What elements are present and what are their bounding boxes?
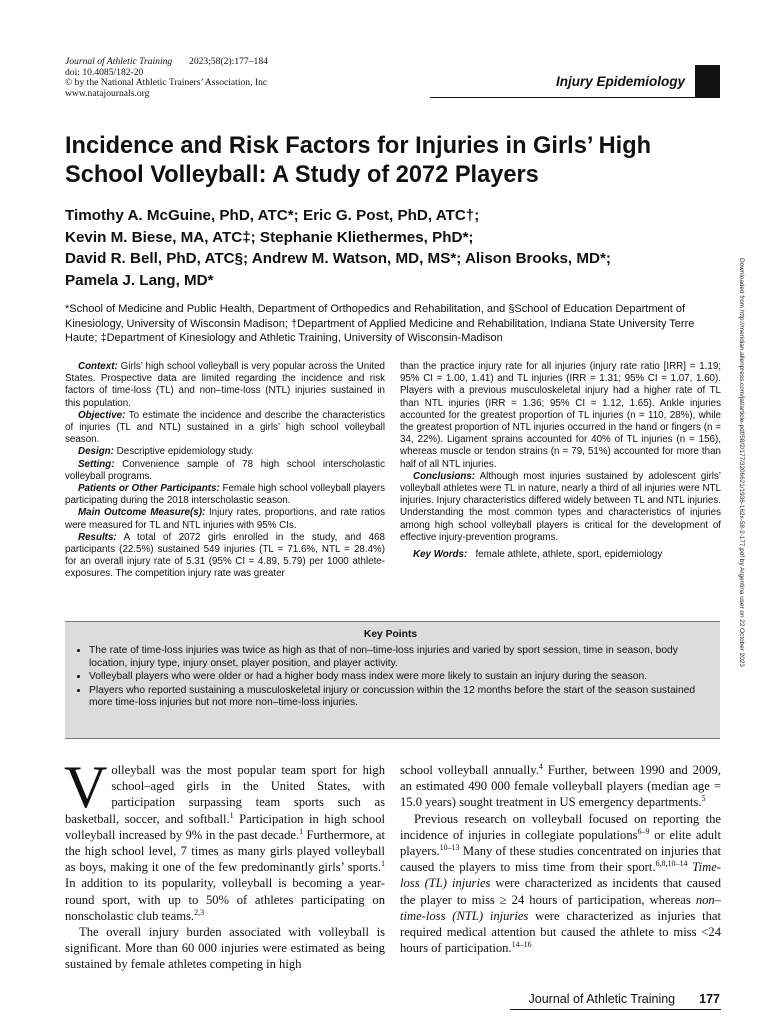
- abstract-setting: Setting: Convenience sample of 78 high school interscholastic volleyball programs.: [65, 458, 385, 482]
- key-point-item: • Players who reported sustaining a musculoskeletal injury or concussion within the 12 months before the start of the season sustained more time-loss injuries but not more non–time-loss injuries.: [89, 685, 706, 710]
- key-points-title: Key Points: [363, 629, 418, 640]
- page-number: 177: [699, 992, 720, 1006]
- author-line: Kevin M. Biese, MA, ATC‡; Stephanie Kliethermes, PhD*;: [65, 228, 474, 246]
- body-paragraph-2-continued: school volleyball annually.$^4$ Further, between 1990 and 2009, an estimated 490 000 female volleyball players (median age = 15.0 years) sought treatment in US emergency departments.$^5$: [400, 761, 721, 810]
- author-line: Pamela J. Lang, MD*: [65, 271, 214, 289]
- body-paragraph-3: Previous research on volleyball focused on reporting the incidence of injuries in collegiate populations$^{6-9}$ or elite adult players.$^{10-13}$ Many of these studies concentrated on injuries that caused the players to miss time from their sport.$^{6,8,10-14}$ Time-loss (TL) injuries were characterized as incidents that caused the player to miss ≥ 24 hours of participation, whereas non–time-loss (NTL) injuries were characterized as injuries that required medical attention but caused the athlete to miss <24 hours of participation.$^{14-16}$: [400, 811, 721, 956]
- drop-cap: V: [64, 754, 108, 820]
- key-point-item: • Volleyball players who were older or had a higher body mass index were more likely to sustain an injury during the season.: [89, 671, 706, 683]
- footer-journal: Journal of Athletic Training: [528, 992, 676, 1006]
- section-label: Injury Epidemiology: [555, 73, 685, 89]
- abstract-keywords: Key Words: female athlete, athlete, sport, epidemiology: [413, 549, 663, 561]
- body-paragraph-1: Volleyball was the most popular team sport for high school–aged girls in the United States, with participation surpassing team sports such as basketball, soccer, and softball.$^1$ Participation in high school volleyball increased by 9% in the past decade.$^1$ Furthermore, at the high school level, 7 times as many girls played volleyball as boys, making it one of the few predominantly girls’ sports.$^1$ In addition to its popularity, volleyball is becoming a year-round sport, with up to 50% of athletes participating on nonscholastic club teams.$^{2,3}$: [64, 754, 385, 923]
- abstract-conclusions: Conclusions: Although most injuries sustained by adolescent girls’ volleyball athletes were TL in nature, nearly a third of all injuries were NTL injuries. Injury characteristics differed widely between TL and NTL injuries. Understanding the most common types and characteristics of injuries among high school volleyball players is critical for the development of effective injury-prevention programs.: [400, 470, 721, 543]
- body-paragraph-2: The overall injury burden associated with volleyball is significant. More than 60 000 injuries were estimated as being sustained by female athletes competing in high: [65, 925, 385, 972]
- abstract-results-continued: than the practice injury rate for all injuries (injury rate ratio [IRR] = 1.19; 95% CI = 1.00, 1.41) and TL injuries (IRR = 1.31; 95% CI = 1.07, 1.60). Players with a previous musculoskeletal injury had a higher rate of TL than NTL injuries (IRR = 1.36; 95% CI = 1.12, 1.65). Ankle injuries accounted for the greatest proportion of TL injuries (n = 110, 28%), while the greatest proportion of NTL injuries occurred in the hand or fingers (n = 34, 22%). Ligament sprains accounted for 40% of TL injuries (n = 156), whereas muscle or tendon strains (n = 79, 51%) accounted for more than half of all NTL injuries.: [400, 361, 721, 470]
- website-link[interactable]: www.natajournals.org: [65, 87, 150, 99]
- abstract-context: Context: Girls’ high school volleyball is very popular across the United States. Prospective data are limited regarding the incidence and risk factors of time-loss (TL) and non–time-loss (NTL) injuries sustained in this population.: [65, 361, 385, 409]
- body-right-column: [400, 762, 721, 956]
- journal-name: Journal of Athletic Training: [65, 56, 173, 67]
- key-points-list: [75, 645, 706, 709]
- abstract-objective: Objective: To estimate the incidence and describe the characteristics of injuries (TL and NTL) sustained in a girls’ high school volleyball season.: [65, 409, 386, 446]
- abstract-right-column: [400, 361, 721, 561]
- journal-meta: [65, 57, 268, 99]
- doi: doi: 10.4085/182-20: [65, 66, 144, 78]
- section-rule: [430, 97, 720, 98]
- abstract-left-column: [65, 361, 385, 581]
- page-footer: [529, 992, 720, 1006]
- download-notice: Downloaded from http://meridian.allenpress.com/jat/article-pdf/58/2/177/3206621/1936-162x-58-2-177.pdf by Argentina user on 22 October 2023: [738, 258, 745, 667]
- citation: 2023;58(2):177–184: [189, 56, 268, 67]
- abstract-measures: Main Outcome Measure(s): Injury rates, proportions, and rate ratios were measured for TL and NTL injuries with 95% CIs.: [65, 507, 385, 531]
- abstract-participants: Patients or Other Participants: Female high school volleyball players participating during the 2018 interscholastic season.: [65, 483, 385, 507]
- author-line: Timothy A. McGuine, PhD, ATC*; Eric G. Post, PhD, ATC†;: [65, 207, 480, 224]
- copyright: © by the National Athletic Trainers’ Association, Inc: [65, 77, 268, 89]
- key-points-box: [65, 621, 720, 739]
- author-line: David R. Bell, PhD, ATC§; Andrew M. Watson, MD, MS*; Alison Brooks, MD*;: [65, 250, 611, 268]
- affiliations: *School of Medicine and Public Health, Department of Orthopedics and Rehabilitation, and §School of Education Department of Kinesiology, University of Wisconsin Madison; †Department of Applied Medicine and Rehabilitation, Indiana State University Terre Haute; ‡Department of Kinesiology and Athletic Training, University of Wisconsin-Madison: [65, 303, 695, 344]
- abstract-design: Design: Descriptive epidemiology study.: [78, 446, 254, 458]
- section-tag: [556, 65, 720, 97]
- key-point-item: • The rate of time-loss injuries was twice as high as that of non–time-loss injuries and varied by sport session, time in season, body location, injury type, injury onset, player position, and player activity.: [89, 645, 706, 670]
- section-block: [695, 65, 720, 97]
- footer-rule: [510, 1009, 721, 1010]
- abstract-results: Results: A total of 2072 girls enrolled in the study, and 468 participants (22.5%) sustained 549 injuries (TL = 71.6%, NTL = 28.4%) for an overall injury rate of 5.31 (95% CI = 4.89, 5.79) per 1000 athlete-exposures. The competition injury rate was greater: [65, 531, 385, 580]
- article-title: Incidence and Risk Factors for Injuries in Girls’ High School Volleyball: A Study of 2072 Players: [65, 133, 652, 188]
- body-left-column: [64, 754, 385, 973]
- author-list: [65, 205, 735, 291]
